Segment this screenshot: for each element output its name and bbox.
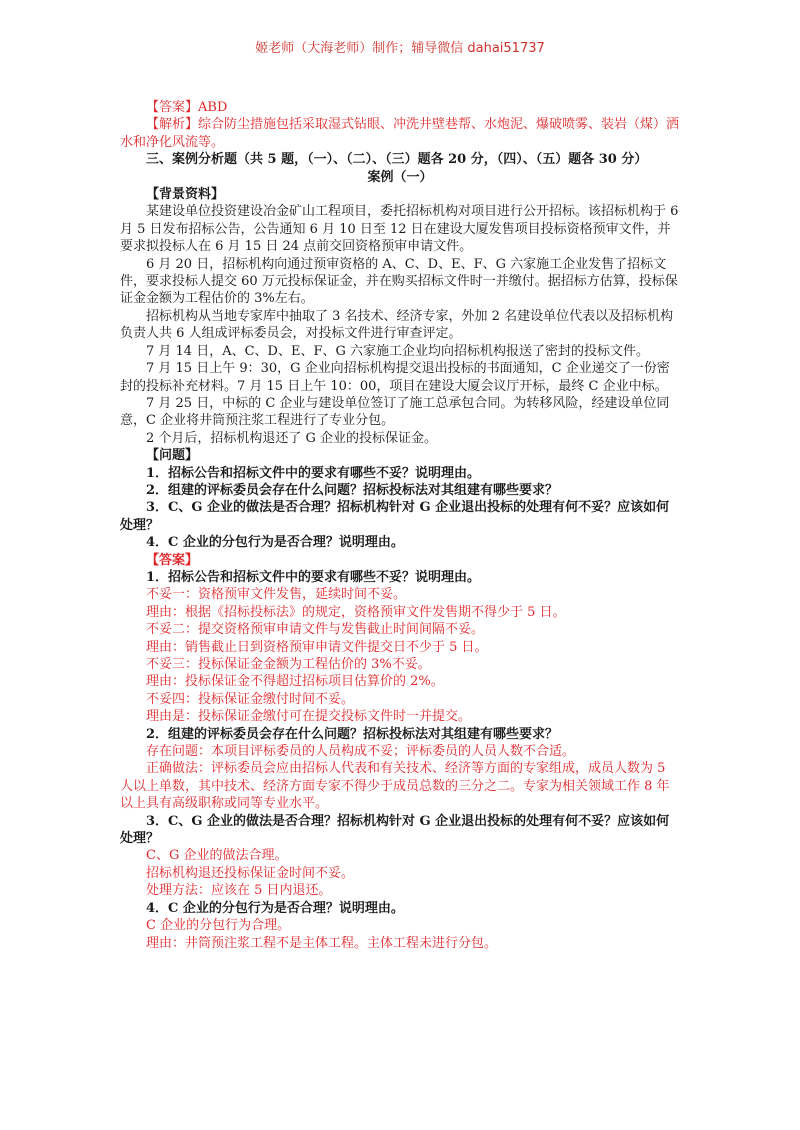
question-item: 2．组建的评标委员会存在什么问题？招标投标法对其组建有哪些要求？ <box>146 482 559 498</box>
answer-line: 理由：投标保证金不得超过招标项目估算价的 2%。 <box>146 674 444 690</box>
answer-question: 3．C、G 企业的做法是否合理？招标机构针对 G 企业退出投标的处理有何不妥？应该如何处理？ <box>120 813 670 847</box>
answer-line: 不妥二：提交资格预审申请文件与发售截止时间间隔不妥。 <box>146 622 485 638</box>
case-title: 案例（一） <box>367 169 433 185</box>
answer-line: 存在问题：本项目评标委员的人员构成不妥；评标委员的人员人数不合适。 <box>146 744 576 760</box>
page-header: 姬老师（大海老师）制作；辅导微信 dahai51737 <box>255 41 545 56</box>
question-item: 4．C 企业的分包行为是否合理？说明理由。 <box>146 535 404 551</box>
prev-answer-value: ABD <box>198 100 228 115</box>
question-item: 3．C、G 企业的做法是否合理？招标机构针对 G 企业退出投标的处理有何不妥？应该如何处理？ <box>120 500 670 533</box>
prev-analysis-label: 【解析】 <box>146 117 199 133</box>
questions-label: 【问题】 <box>146 448 199 464</box>
answer-line: C 企业的分包行为合理。 <box>146 918 291 934</box>
background-paragraph: 2 个月后，招标机构退还了 G 企业的投标保证金。 <box>146 430 438 446</box>
background-label: 【背景资料】 <box>146 187 225 203</box>
answer-line: 不妥一：资格预审文件发售，延续时间不妥。 <box>146 587 407 603</box>
answer-line: 理由：井筒预注浆工程不是主体工程。主体工程未进行分包。 <box>146 935 498 951</box>
answer-line: 理由是：投标保证金缴付可在提交投标文件时一并提交。 <box>146 709 472 725</box>
prev-analysis <box>120 116 680 151</box>
answer-line: 理由：根据《招标投标法》的规定，资格预审文件发售期不得少于 5 日。 <box>146 604 566 620</box>
answer-line: 正确做法：评标委员会应由招标人代表和有关技术、经济等方面的专家组成，成员人数为 5 人以上单数，其中技术、经济方面专家不得少于成员总数的三分之二。专家为相关领域工作 8 年以上具有高级职称或同等专业水平。 <box>120 761 670 812</box>
prev-answer <box>120 99 680 116</box>
answer-question: 1．招标公告和招标文件中的要求有哪些不妥？说明理由。 <box>146 569 481 585</box>
document-body <box>120 99 680 952</box>
answer-line: 招标机构退还投标保证金时间不妥。 <box>146 865 355 881</box>
question-item: 1．招标公告和招标文件中的要求有哪些不妥？说明理由。 <box>146 465 481 481</box>
answer-question: 2．组建的评标委员会存在什么问题？招标投标法对其组建有哪些要求？ <box>146 726 559 742</box>
answer-line: 不妥三：投标保证金金额为工程估价的 3%不妥。 <box>146 657 431 672</box>
answer-line: 处理方法：应该在 5 日内退还。 <box>146 883 332 899</box>
answer-line: C、G 企业的做法合理。 <box>146 848 288 864</box>
background-paragraph: 7 月 14 日，A、C、D、E、F、G 六家施工企业均向招标机构报送了密封的投标文件。 <box>146 343 649 359</box>
background-paragraph: 6 月 20 日，招标机构向通过预审资格的 A、C、D、E、F、G 六家施工企业发售了招标文件，要求投标人提交 60 万元投标保证金，并在购买招标文件时一并缴付。据招标方估算，投标保证金金额为工程估价的 3%左右。 <box>120 256 678 307</box>
background-paragraph: 某建设单位投资建设冶金矿山工程项目，委托招标机构对项目进行公开招标。该招标机构于 6 月 5 日发布招标公告，公告通知 6 月 10 日至 12 日在建设大厦发售项目投标资格预审文件，并要求拟投标人在 6 月 15 日 24 点前交回资格预审申请文件。 <box>120 204 679 255</box>
answers-label: 【答案】 <box>146 552 199 568</box>
section-title: 三、案例分析题（共 5 题，（一）、（二）、（三）题各 20 分，（四）、（五）题各 30 分） <box>146 152 648 168</box>
answer-question: 4．C 企业的分包行为是否合理？说明理由。 <box>146 900 404 916</box>
answer-line: 不妥四：投标保证金缴付时间不妥。 <box>146 691 355 707</box>
background-paragraph: 7 月 25 日，中标的 C 企业与建设单位签订了施工总承包合同。为转移风险，经建设单位同意，C 企业将井筒预注浆工程进行了专业分包。 <box>120 395 670 429</box>
prev-analysis-text: 综合防尘措施包括采取湿式钻眼、冲洗井壁巷帮、水炮泥、爆破喷雾、装岩（煤）洒水和净化风流等。 <box>120 117 680 150</box>
answer-line: 理由：销售截止日到资格预审申请文件提交日不少于 5 日。 <box>146 639 488 655</box>
background-paragraph: 7 月 15 日上午 9：30，G 企业向招标机构提交退出投标的书面通知，C 企业递交了一份密封的投标补充材料。7 月 15 日上午 10：00，项目在建设大厦会议厅开标，最终 C 企业中标。 <box>120 361 670 394</box>
prev-answer-label: 【答案】 <box>146 100 199 115</box>
background-paragraph: 招标机构从当地专家库中抽取了 3 名技术、经济专家，外加 2 名建设单位代表以及招标机构负责人共 6 人组成评标委员会，对投标文件进行审查评定。 <box>120 308 674 342</box>
